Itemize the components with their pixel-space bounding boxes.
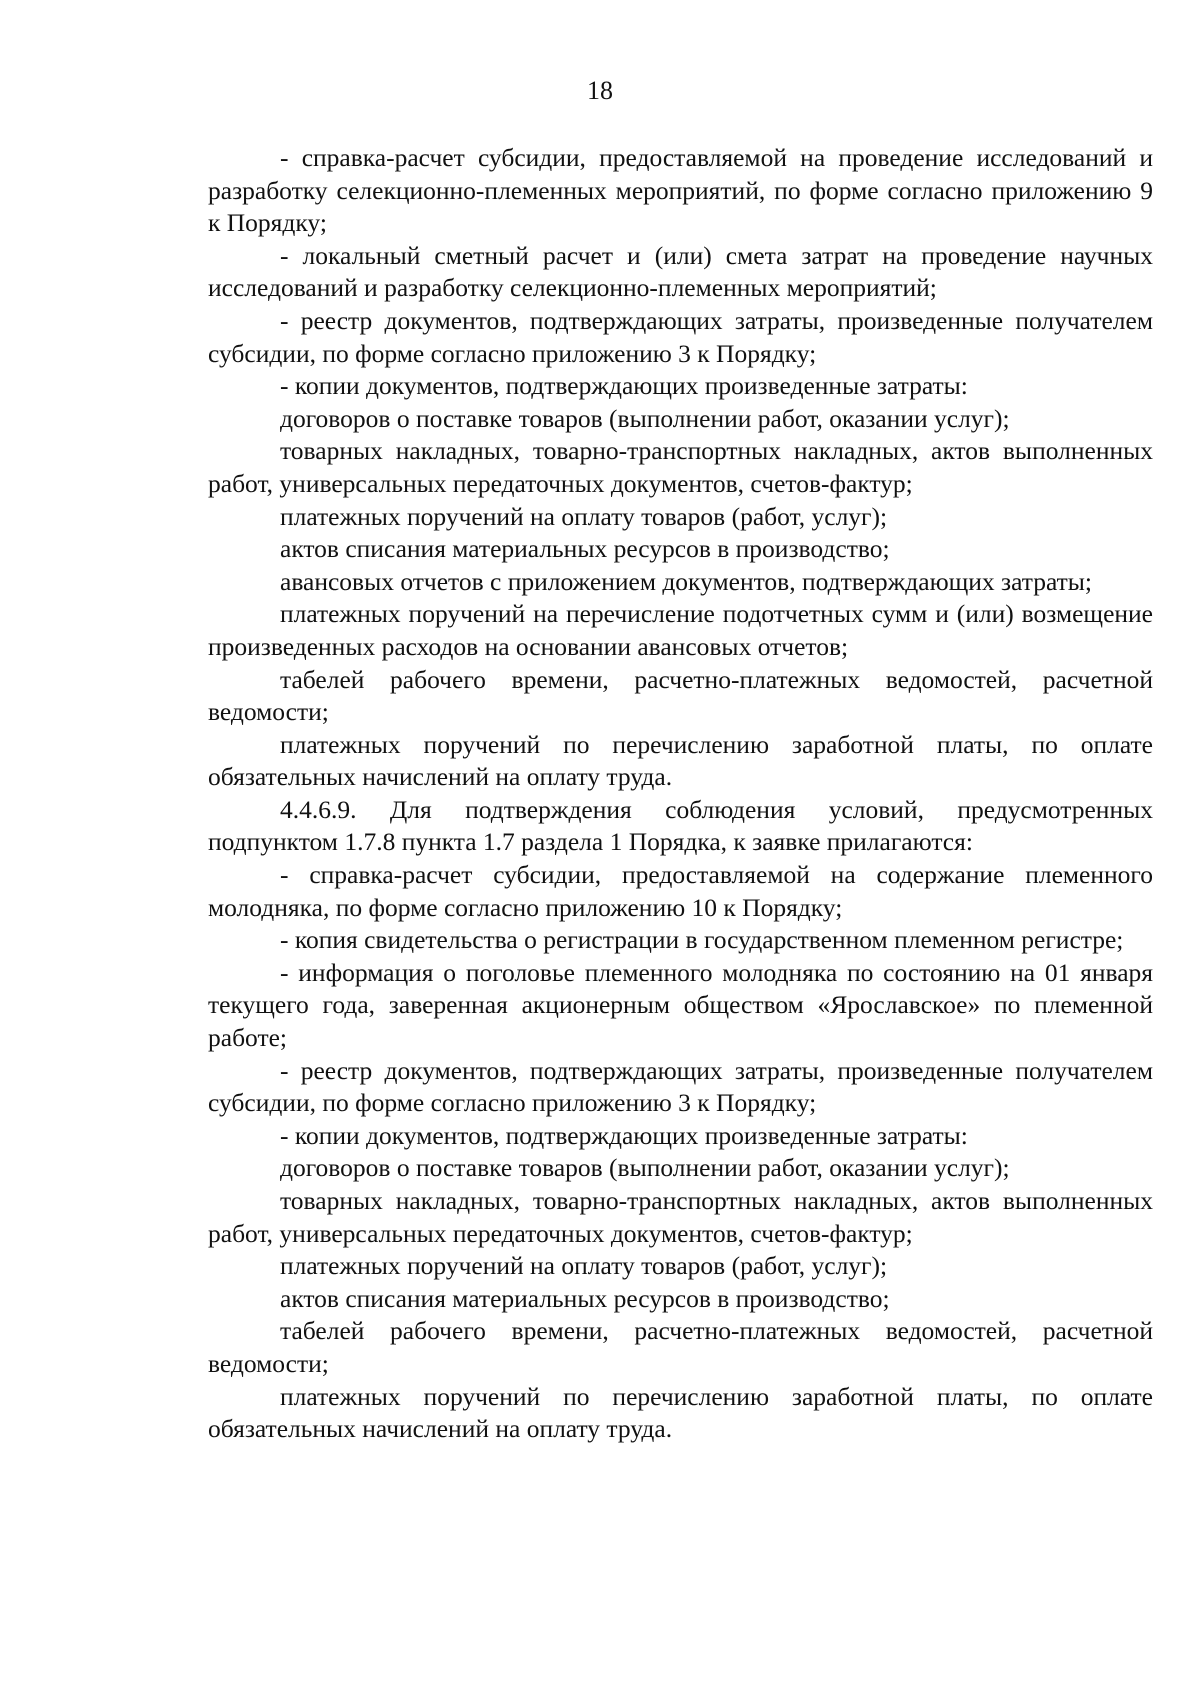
paragraph: платежных поручений на перечисление подотчетных сумм и (или) возмещение произведенных расходов на основании авансовых отчетов; [208, 599, 1153, 661]
paragraph: - информация о поголовье племенного молодняка по состоянию на 01 января текущего года, заверенная акционерным обществом «Ярославское» по племенной работе; [208, 957, 1153, 1053]
paragraph: - копии документов, подтверждающих произведенные затраты: [280, 1120, 968, 1150]
paragraph: платежных поручений на оплату товаров (работ, услуг); [280, 501, 888, 531]
paragraph: - копии документов, подтверждающих произведенные затраты: [280, 371, 968, 401]
paragraph: - локальный сметный расчет и (или) смета затрат на проведение научных исследований и разработку селекционно-племенных мероприятий; [208, 240, 1153, 303]
section-paragraph: 4.4.6.9. Для подтверждения соблюдения условий, предусмотренных подпунктом 1.7.8 пункта 1.7 раздела 1 Порядка, к заявке прилагаются: [208, 794, 1153, 857]
paragraph: авансовых отчетов с приложением документов, подтверждающих затраты; [280, 566, 1093, 596]
paragraph: платежных поручений на оплату товаров (работ, услуг); [280, 1251, 888, 1281]
paragraph: платежных поручений по перечислению заработной платы, по оплате обязательных начислений на оплату труда. [208, 729, 1153, 792]
paragraph: - справка-расчет субсидии, предоставляемой на содержание племенного молодняка, по форме согласно приложению 10 к Порядку; [208, 860, 1153, 922]
document-body [208, 142, 1153, 1446]
paragraph: табелей рабочего времени, расчетно-платежных ведомостей, расчетной ведомости; [208, 1316, 1153, 1378]
paragraph: - справка-расчет субсидии, предоставляемой на проведение исследований и разработку селекционно-племенных мероприятий, по форме согласно приложению 9 к Порядку; [208, 143, 1153, 238]
paragraph: табелей рабочего времени, расчетно-платежных ведомостей, расчетной ведомости; [208, 664, 1153, 727]
paragraph: платежных поручений по перечислению заработной платы, по оплате обязательных начислений на оплату труда. [208, 1381, 1153, 1444]
page-number: 18 [587, 76, 613, 105]
paragraph: актов списания материальных ресурсов в производство; [280, 1283, 890, 1313]
paragraph: товарных накладных, товарно-транспортных накладных, актов выполненных работ, универсальных передаточных документов, счетов-фактур; [208, 436, 1153, 498]
paragraph: товарных накладных, товарно-транспортных накладных, актов выполненных работ, универсальных передаточных документов, счетов-фактур; [208, 1186, 1153, 1248]
paragraph: - реестр документов, подтверждающих затраты, произведенные получателем субсидии, по форме согласно приложению 3 к Порядку; [208, 305, 1153, 368]
paragraph: договоров о поставке товаров (выполнении работ, оказании услуг); [280, 403, 1010, 433]
paragraph: - копия свидетельства о регистрации в государственном племенном регистре; [280, 925, 1124, 955]
paragraph: договоров о поставке товаров (выполнении работ, оказании услуг); [280, 1153, 1010, 1183]
paragraph: - реестр документов, подтверждающих затраты, произведенные получателем субсидии, по форме согласно приложению 3 к Порядку; [208, 1055, 1153, 1118]
paragraph: актов списания материальных ресурсов в производство; [280, 534, 890, 564]
